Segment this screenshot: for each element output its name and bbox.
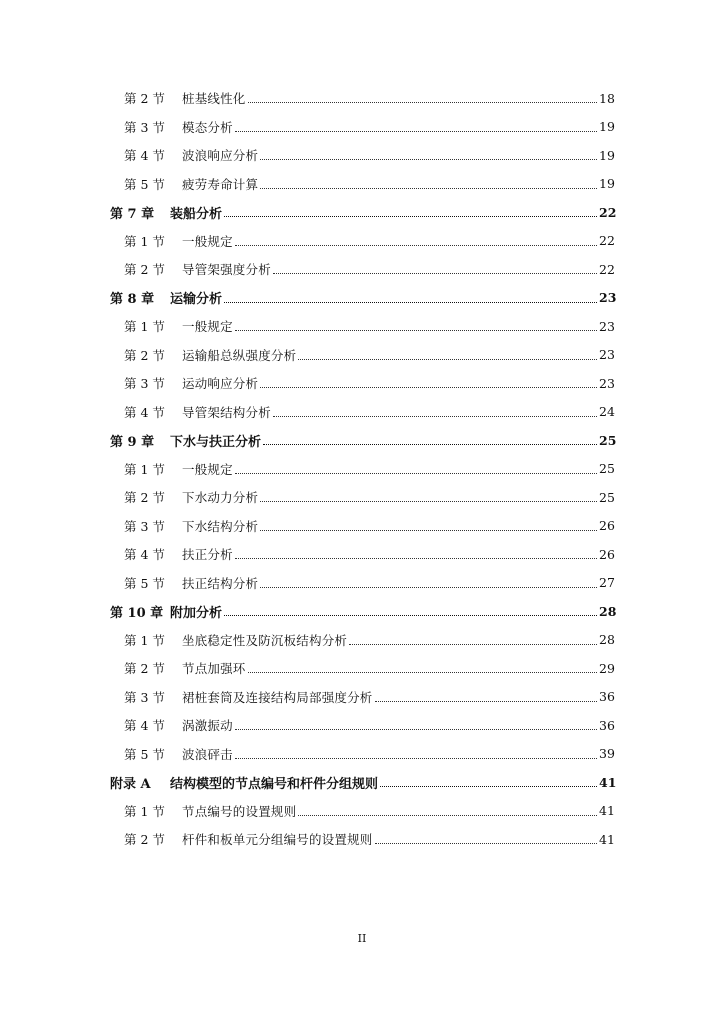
chapter-title: 附加分析 <box>170 605 223 621</box>
section-number: 第 2 节 <box>124 661 165 677</box>
section-title: 扶正结构分析 <box>182 575 259 591</box>
dot-leader <box>263 443 597 445</box>
toc-entry-heading <box>124 175 258 193</box>
toc-entry-heading <box>110 431 261 450</box>
toc-page-number: 36 <box>599 689 615 705</box>
dot-leader <box>235 757 597 759</box>
toc-page-number: 23 <box>599 318 615 334</box>
section-title: 杆件和板单元分组编号的设置规则 <box>182 832 373 848</box>
section-number: 第 3 节 <box>124 518 165 534</box>
chapter-number: 第 10 章 <box>110 605 164 621</box>
dot-leader <box>235 130 597 132</box>
section-title: 一般规定 <box>182 319 233 335</box>
toc-page-number: 36 <box>599 717 615 733</box>
table-of-contents <box>0 84 724 854</box>
toc-entry-heading <box>110 602 222 621</box>
section-number: 第 3 节 <box>124 119 165 135</box>
section-number: 第 1 节 <box>124 319 165 335</box>
toc-chapter-entry[interactable] <box>0 597 724 626</box>
section-number: 第 5 节 <box>124 575 165 591</box>
dot-leader <box>260 386 597 388</box>
section-title: 节点加强环 <box>182 661 246 677</box>
dot-leader <box>235 329 597 331</box>
section-number: 第 2 节 <box>124 91 165 107</box>
toc-page-number: 26 <box>599 518 615 534</box>
section-number: 第 1 节 <box>124 632 165 648</box>
toc-entry-heading <box>124 146 258 164</box>
section-number: 第 5 节 <box>124 176 165 192</box>
toc-page-number: 25 <box>599 461 615 477</box>
toc-page-number: 23 <box>599 347 615 363</box>
toc-section-entry[interactable] <box>0 113 724 142</box>
section-title: 疲劳寿命计算 <box>182 176 259 192</box>
section-title: 导管架结构分析 <box>182 404 271 420</box>
section-title: 波浪响应分析 <box>182 148 259 164</box>
toc-section-entry[interactable] <box>0 141 724 170</box>
dot-leader <box>298 358 597 360</box>
section-number: 第 4 节 <box>124 148 165 164</box>
toc-section-entry[interactable] <box>0 455 724 484</box>
toc-section-entry[interactable] <box>0 797 724 826</box>
toc-section-entry[interactable] <box>0 312 724 341</box>
toc-page-number: 22 <box>599 204 617 220</box>
toc-page-number: 22 <box>599 261 615 277</box>
toc-section-entry[interactable] <box>0 512 724 541</box>
toc-page-number: 28 <box>599 603 617 619</box>
toc-entry-heading <box>110 203 222 222</box>
section-title: 导管架强度分析 <box>182 262 271 278</box>
toc-section-entry[interactable] <box>0 569 724 598</box>
dot-leader <box>235 557 597 559</box>
section-title: 波浪砰击 <box>182 746 233 762</box>
toc-page-number: 41 <box>599 803 615 819</box>
toc-entry-heading <box>110 288 222 307</box>
toc-chapter-entry[interactable] <box>0 426 724 455</box>
toc-page-number: 23 <box>599 375 615 391</box>
section-number: 第 1 节 <box>124 803 165 819</box>
toc-entry-heading <box>110 773 378 792</box>
toc-page-number: 41 <box>599 774 617 790</box>
dot-leader <box>375 842 597 844</box>
section-number: 第 1 节 <box>124 233 165 249</box>
section-title: 裙桩套筒及连接结构局部强度分析 <box>182 689 373 705</box>
toc-entry-heading <box>124 460 233 478</box>
toc-entry-heading <box>124 659 246 677</box>
toc-page-number: 26 <box>599 546 615 562</box>
dot-leader <box>235 244 597 246</box>
section-title: 一般规定 <box>182 233 233 249</box>
dot-leader <box>260 158 597 160</box>
chapter-number: 附录 A <box>110 776 151 792</box>
dot-leader <box>349 643 597 645</box>
page-number: II <box>357 932 367 945</box>
section-title: 坐底稳定性及防沉板结构分析 <box>182 632 348 648</box>
toc-entry-heading <box>124 688 373 706</box>
section-title: 运动响应分析 <box>182 376 259 392</box>
section-title: 扶正分析 <box>182 547 233 563</box>
chapter-number: 第 9 章 <box>110 434 155 450</box>
toc-page-number: 19 <box>599 176 615 192</box>
dot-leader <box>235 472 597 474</box>
toc-section-entry[interactable] <box>0 398 724 427</box>
toc-page-number: 19 <box>599 147 615 163</box>
section-title: 下水结构分析 <box>182 518 259 534</box>
section-number: 第 2 节 <box>124 347 165 363</box>
dot-leader <box>224 301 597 303</box>
toc-entry-heading <box>124 802 296 820</box>
toc-page-number: 25 <box>599 432 617 448</box>
dot-leader <box>273 415 597 417</box>
toc-page-number: 19 <box>599 119 615 135</box>
toc-page-number: 39 <box>599 746 615 762</box>
dot-leader <box>380 785 597 787</box>
toc-section-entry[interactable] <box>0 84 724 113</box>
toc-page-number: 23 <box>599 290 617 306</box>
toc-entry-heading <box>124 830 373 848</box>
section-title: 节点编号的设置规则 <box>182 803 297 819</box>
chapter-title: 下水与扶正分析 <box>170 434 262 450</box>
toc-entry-heading <box>124 260 271 278</box>
toc-section-entry[interactable] <box>0 540 724 569</box>
toc-entry-heading <box>124 745 233 763</box>
toc-chapter-entry[interactable] <box>0 284 724 313</box>
section-number: 第 4 节 <box>124 718 165 734</box>
chapter-number: 第 8 章 <box>110 292 155 308</box>
toc-entry-heading <box>124 574 258 592</box>
section-title: 运输船总纵强度分析 <box>182 347 297 363</box>
toc-chapter-entry[interactable] <box>0 198 724 227</box>
toc-section-entry[interactable] <box>0 483 724 512</box>
dot-leader <box>260 500 597 502</box>
toc-page-number: 24 <box>599 404 615 420</box>
toc-page-number: 41 <box>599 831 615 847</box>
toc-entry-heading <box>124 346 296 364</box>
toc-page-number: 29 <box>599 660 615 676</box>
section-title: 桩基线性化 <box>182 91 246 107</box>
chapter-title: 结构模型的节点编号和杆件分组规则 <box>170 776 379 792</box>
toc-page-number: 28 <box>599 632 615 648</box>
chapter-number: 第 7 章 <box>110 206 155 222</box>
chapter-title: 运输分析 <box>170 292 223 308</box>
toc-page-number: 18 <box>599 90 615 106</box>
toc-entry-heading <box>124 716 233 734</box>
dot-leader <box>224 614 597 616</box>
dot-leader <box>375 700 597 702</box>
toc-entry-heading <box>124 89 246 107</box>
dot-leader <box>298 814 597 816</box>
toc-section-entry[interactable] <box>0 369 724 398</box>
dot-leader <box>248 671 597 673</box>
chapter-title: 装船分析 <box>170 206 223 222</box>
section-number: 第 5 节 <box>124 746 165 762</box>
section-number: 第 2 节 <box>124 832 165 848</box>
toc-section-entry[interactable] <box>0 255 724 284</box>
toc-section-entry[interactable] <box>0 341 724 370</box>
dot-leader <box>260 586 597 588</box>
toc-chapter-entry[interactable] <box>0 768 724 797</box>
toc-section-entry[interactable] <box>0 711 724 740</box>
section-number: 第 2 节 <box>124 490 165 506</box>
dot-leader <box>273 272 597 274</box>
toc-page-number: 25 <box>599 489 615 505</box>
section-title: 一般规定 <box>182 461 233 477</box>
toc-section-entry[interactable] <box>0 170 724 199</box>
toc-page-number: 22 <box>599 233 615 249</box>
dot-leader <box>248 101 597 103</box>
toc-section-entry[interactable] <box>0 654 724 683</box>
section-title: 模态分析 <box>182 119 233 135</box>
toc-entry-heading <box>124 232 233 250</box>
section-number: 第 3 节 <box>124 689 165 705</box>
section-number: 第 1 节 <box>124 461 165 477</box>
toc-entry-heading <box>124 631 347 649</box>
dot-leader <box>235 728 597 730</box>
toc-entry-heading <box>124 545 233 563</box>
section-title: 涡激振动 <box>182 718 233 734</box>
section-number: 第 3 节 <box>124 376 165 392</box>
section-number: 第 4 节 <box>124 547 165 563</box>
toc-entry-heading <box>124 403 271 421</box>
toc-section-entry[interactable] <box>0 683 724 712</box>
dot-leader <box>260 529 597 531</box>
toc-entry-heading <box>124 317 233 335</box>
toc-entry-heading <box>124 374 258 392</box>
toc-page-number: 27 <box>599 575 615 591</box>
section-number: 第 2 节 <box>124 262 165 278</box>
section-title: 下水动力分析 <box>182 490 259 506</box>
toc-entry-heading <box>124 118 233 136</box>
toc-entry-heading <box>124 488 258 506</box>
toc-section-entry[interactable] <box>0 825 724 854</box>
toc-section-entry[interactable] <box>0 740 724 769</box>
toc-section-entry[interactable] <box>0 227 724 256</box>
toc-entry-heading <box>124 517 258 535</box>
toc-section-entry[interactable] <box>0 626 724 655</box>
dot-leader <box>260 187 597 189</box>
dot-leader <box>224 215 597 217</box>
section-number: 第 4 节 <box>124 404 165 420</box>
